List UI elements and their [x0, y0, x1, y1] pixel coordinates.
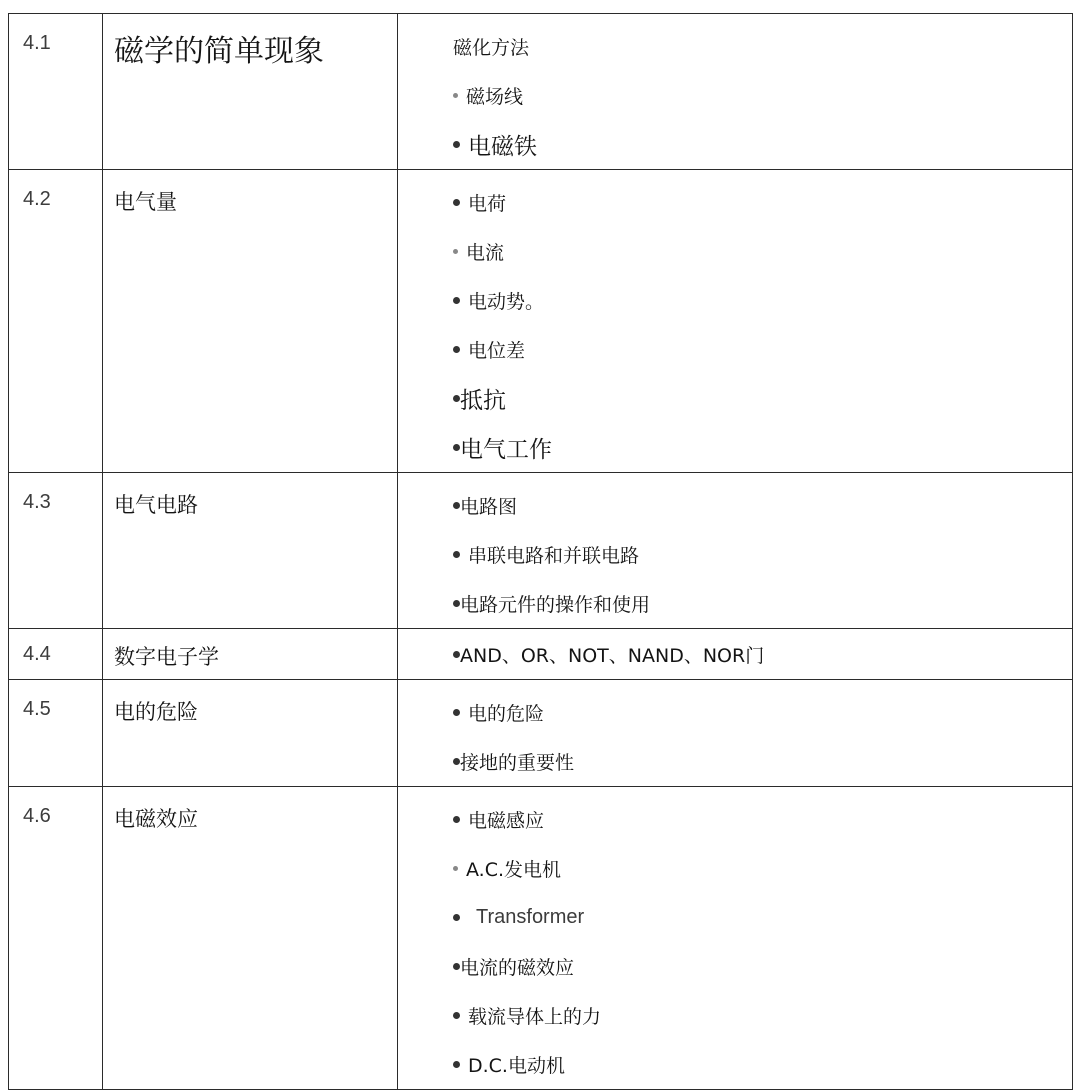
table-row — [9, 473, 1073, 629]
section-number: 4.4 — [9, 629, 103, 680]
section-topic: 磁学的简单现象 — [103, 14, 398, 170]
list-item: 电的危险 — [453, 688, 1072, 737]
section-number: 4.5 — [9, 680, 103, 787]
subtopic-cell — [398, 170, 1073, 473]
list-item: 电动势。 — [453, 276, 1072, 325]
subtopic-list — [398, 680, 1072, 786]
list-item: 抵抗 — [453, 374, 1072, 423]
table-row — [9, 680, 1073, 787]
subtopic-cell — [398, 629, 1073, 680]
syllabus-table — [8, 13, 1073, 1090]
section-number: 4.1 — [9, 14, 103, 170]
section-topic: 电的危险 — [103, 680, 398, 787]
list-item: 电磁铁 — [453, 120, 1072, 169]
bullet-icon — [453, 141, 460, 148]
subtopic-cell — [398, 787, 1073, 1090]
bullet-icon — [453, 249, 458, 254]
list-item: 载流导体上的力 — [453, 991, 1072, 1040]
subtopic-list — [398, 473, 1072, 628]
list-item: 电路图 — [453, 481, 1072, 530]
list-item: 接地的重要性 — [453, 737, 1072, 786]
bullet-icon — [453, 1061, 460, 1068]
list-item: 电流 — [453, 227, 1072, 276]
bullet-icon — [453, 1012, 460, 1019]
list-item: A.C.发电机 — [453, 844, 1072, 893]
list-item: 电荷 — [453, 178, 1072, 227]
table-row — [9, 629, 1073, 680]
list-item: AND、OR、NOT、NAND、NOR门 — [453, 629, 1072, 679]
section-topic: 电气电路 — [103, 473, 398, 629]
subtopic-cell — [398, 14, 1073, 170]
bullet-icon — [453, 395, 460, 402]
bullet-icon — [453, 651, 460, 658]
bullet-icon — [453, 93, 458, 98]
table-row — [9, 14, 1073, 170]
list-item: Transformer — [453, 893, 1072, 942]
subtopic-cell — [398, 680, 1073, 787]
section-number: 4.2 — [9, 170, 103, 473]
table-row — [9, 787, 1073, 1090]
bullet-icon — [453, 444, 460, 451]
list-item: 电路元件的操作和使用 — [453, 579, 1072, 628]
list-item: 串联电路和并联电路 — [453, 530, 1072, 579]
bullet-icon — [453, 502, 460, 509]
list-item: D.C.电动机 — [453, 1040, 1072, 1089]
table-row — [9, 170, 1073, 473]
bullet-icon — [453, 709, 460, 716]
bullet-icon — [453, 914, 460, 921]
list-item: 电气工作 — [453, 423, 1072, 472]
bullet-icon — [453, 297, 460, 304]
subtopic-list — [398, 629, 1072, 679]
bullet-icon — [453, 866, 458, 871]
section-number: 4.3 — [9, 473, 103, 629]
list-item: 电位差 — [453, 325, 1072, 374]
list-item: 磁场线 — [453, 71, 1072, 120]
subtopic-cell — [398, 473, 1073, 629]
bullet-icon — [453, 600, 460, 607]
subtopic-list — [398, 14, 1072, 169]
section-topic: 电气量 — [103, 170, 398, 473]
list-item: 电磁感应 — [453, 795, 1072, 844]
bullet-icon — [453, 551, 460, 558]
list-item: 磁化方法 — [453, 37, 530, 59]
bullet-icon — [453, 758, 460, 765]
bullet-icon — [453, 963, 460, 970]
bullet-icon — [453, 816, 460, 823]
bullet-icon — [453, 199, 460, 206]
subtopic-list — [398, 170, 1072, 472]
section-topic: 数字电子学 — [103, 629, 398, 680]
list-item: 电流的磁效应 — [453, 942, 1072, 991]
bullet-icon — [453, 346, 460, 353]
section-number: 4.6 — [9, 787, 103, 1090]
section-topic: 电磁效应 — [103, 787, 398, 1090]
subtopic-list — [398, 787, 1072, 1089]
